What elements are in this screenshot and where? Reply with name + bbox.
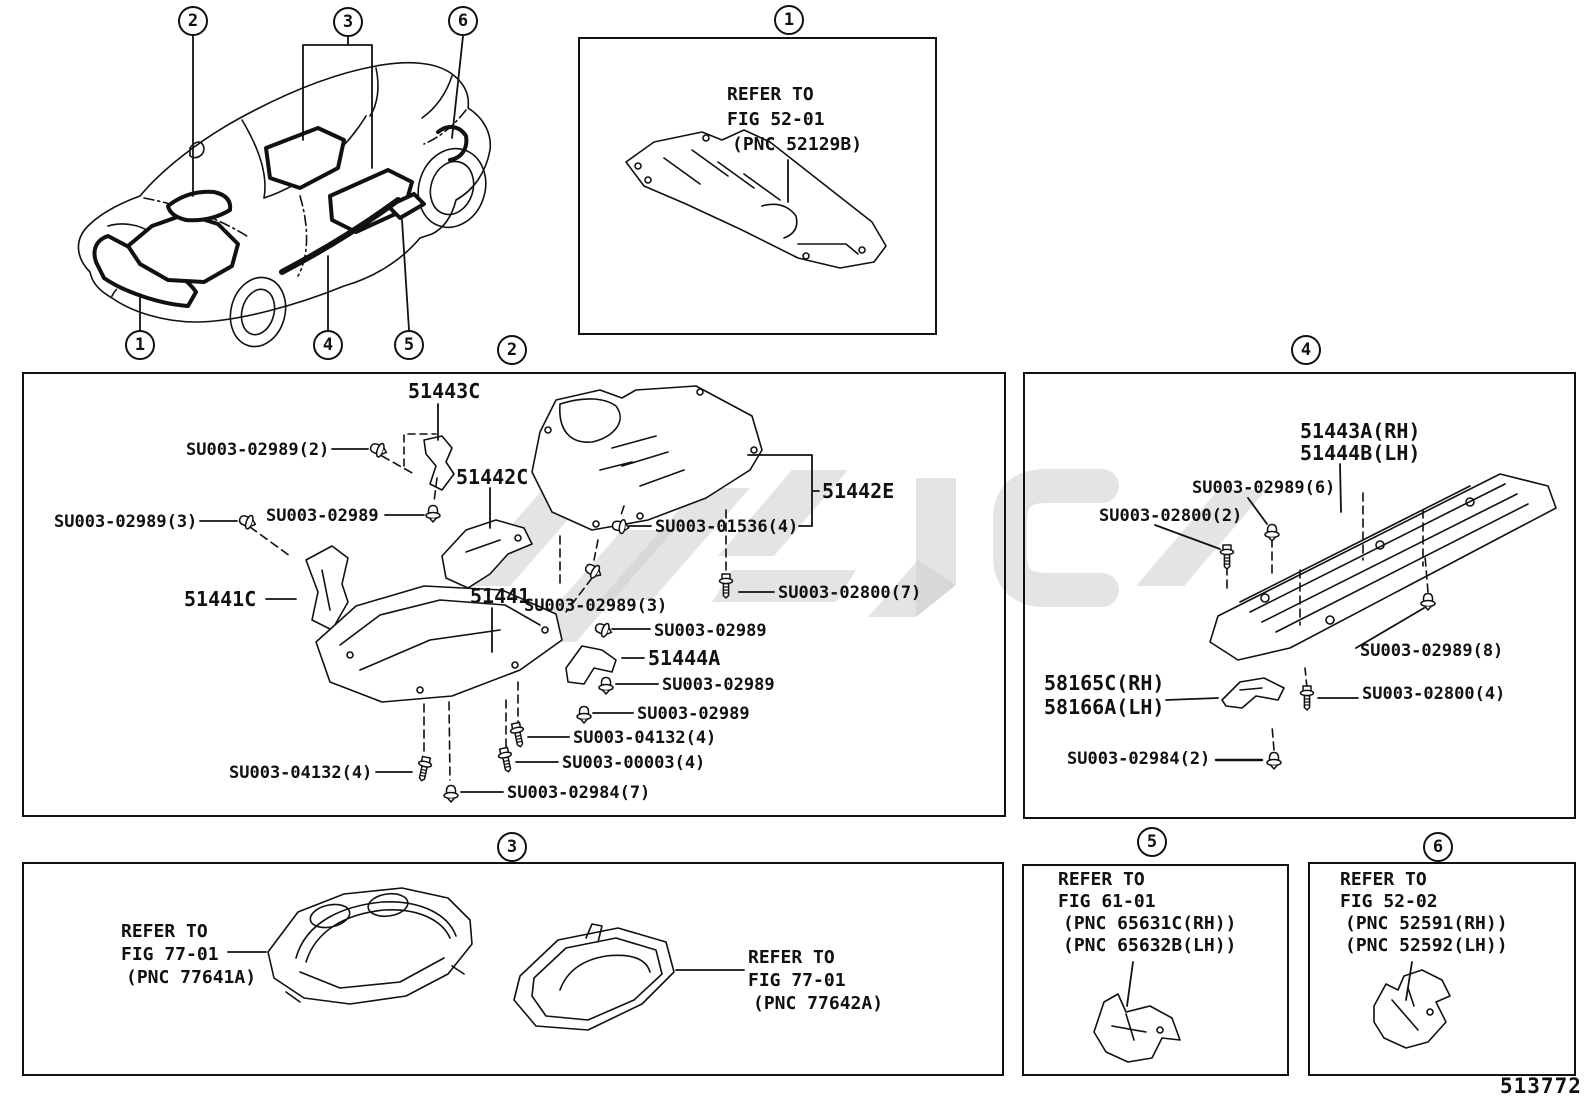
label-su003-02800-7: SU003-02800(7) [778, 583, 922, 603]
label-su003-04132-l: SU003-04132(4) [229, 763, 373, 783]
car-callout-3-num: 3 [342, 12, 354, 32]
box2-callout [497, 335, 527, 365]
car-callout-6-num: 6 [457, 11, 469, 31]
label-su003-04132-r: SU003-04132(4) [573, 728, 717, 748]
box6-callout [1423, 832, 1453, 862]
refer-line: FIG 61-01 [1058, 891, 1156, 912]
label-51442e: 51442E [822, 479, 895, 503]
box1-callout [774, 5, 804, 35]
label-58166a-lh: 58166A(LH) [1044, 695, 1165, 719]
label-su003-02989-3a: SU003-02989(3) [54, 512, 198, 532]
refer-line: REFER TO [1058, 869, 1145, 890]
car-callout-2 [178, 6, 208, 36]
label-su003-01536-4: SU003-01536(4) [655, 517, 799, 537]
label-51444a: 51444A [648, 646, 721, 670]
label-51444b-lh: 51444B(LH) [1300, 441, 1421, 465]
box4-callout-num: 4 [1300, 340, 1312, 360]
label-su003-02989-6: SU003-02989(6) [1192, 478, 1336, 498]
label-su003-02800-2: SU003-02800(2) [1099, 506, 1243, 526]
car-callout-1-num: 1 [134, 335, 146, 355]
label-su003-02989-d: SU003-02989 [637, 704, 750, 724]
label-su003-02984-2: SU003-02984(2) [1067, 749, 1211, 769]
car-callout-1 [125, 330, 155, 360]
label-su003-02800-4: SU003-02800(4) [1362, 684, 1506, 704]
pnc-line: (PNC 65632B(LH)) [1063, 935, 1237, 956]
box6-refer-note [1340, 869, 1508, 957]
label-51443a-rh: 51443A(RH) [1300, 419, 1421, 443]
box5-callout [1137, 827, 1167, 857]
label-su003-02984-7: SU003-02984(7) [507, 783, 651, 803]
pnc-line: (PNC 77641A) [126, 967, 257, 988]
label-su003-02989-8: SU003-02989(8) [1360, 641, 1504, 661]
label-su003-02989-2: SU003-02989(2) [186, 440, 330, 460]
pnc-line: (PNC 65631C(RH)) [1063, 913, 1237, 934]
figure-code: 513772 [1500, 1074, 1582, 1098]
label-51441: 51441 [470, 584, 531, 608]
refer-line: FIG 77-01 [748, 970, 846, 991]
car-callout-5-num: 5 [403, 335, 415, 355]
box1-callout-num: 1 [783, 10, 795, 30]
refer-line: REFER TO [121, 921, 208, 942]
box6-callout-num: 6 [1432, 837, 1444, 857]
refer-line: REFER TO [748, 947, 835, 968]
pnc-line: (PNC 52129B) [732, 134, 863, 155]
car-callout-5 [394, 330, 424, 360]
box5-callout-num: 5 [1146, 832, 1158, 852]
refer-line: FIG 52-01 [727, 109, 825, 130]
car-callout-6 [448, 6, 478, 36]
label-51442c: 51442C [456, 465, 529, 489]
box2-callout-num: 2 [506, 340, 518, 360]
pnc-line: (PNC 77642A) [753, 993, 884, 1014]
refer-line: REFER TO [1340, 869, 1427, 890]
refer-line: REFER TO [727, 84, 814, 105]
label-51443c: 51443C [408, 379, 481, 403]
label-su003-02989-c: SU003-02989 [662, 675, 775, 695]
label-su003-02989-3b: SU003-02989(3) [524, 596, 668, 616]
car-callout-4 [313, 330, 343, 360]
car-overview-drawing [78, 36, 495, 353]
label-58165c-rh: 58165C(RH) [1044, 671, 1165, 695]
box3-callout [497, 832, 527, 862]
box3-callout-num: 3 [506, 837, 518, 857]
label-su003-00003: SU003-00003(4) [562, 753, 706, 773]
pnc-line: (PNC 52591(RH)) [1345, 913, 1508, 934]
car-callout-4-num: 4 [322, 335, 334, 355]
box1-refer-note [727, 82, 862, 157]
car-callout-3 [333, 7, 363, 37]
box5-refer-note [1058, 869, 1236, 957]
box3-refer-note-left [121, 920, 256, 989]
refer-line: FIG 77-01 [121, 944, 219, 965]
refer-line: FIG 52-02 [1340, 891, 1438, 912]
car-callout-2-num: 2 [187, 11, 199, 31]
pnc-line: (PNC 52592(LH)) [1345, 935, 1508, 956]
label-51441c: 51441C [184, 587, 257, 611]
box4-callout [1291, 335, 1321, 365]
box3-refer-note-right [748, 946, 883, 1015]
label-su003-02989-b: SU003-02989 [654, 621, 767, 641]
label-su003-02989-a: SU003-02989 [266, 506, 379, 526]
